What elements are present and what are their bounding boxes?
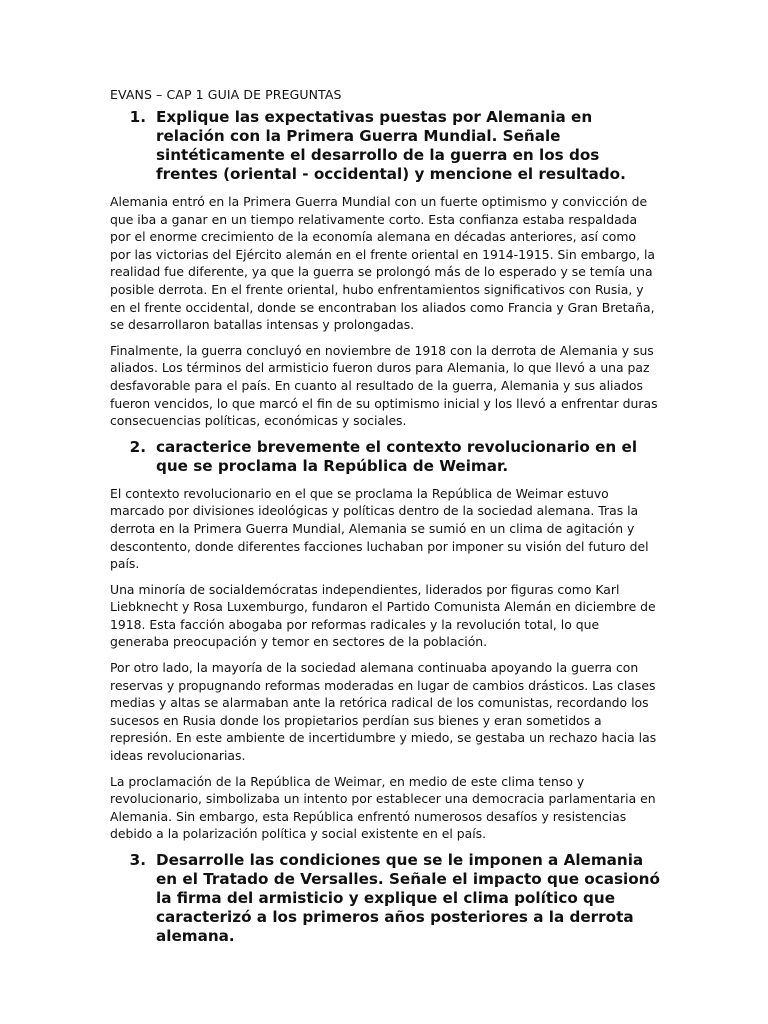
question-number: 3.	[129, 851, 146, 869]
question-3	[110, 851, 660, 946]
question-2	[110, 438, 660, 476]
question-text: Desarrolle las condiciones que se le imponen a Alemania en el Tratado de Versalles. Señale el impacto que ocasionó la firma del armisticio y explique el clima político que caracterizó a los primeros años posteriores a la derrota alemana.	[156, 851, 660, 945]
answer-paragraph: La proclamación de la República de Weimar, en medio de este clima tenso y revolucionario, simbolizaba un intento por establecer una democracia parlamentaria en Alemania. Sin embargo, esta República enfrentó numerosos desafíos y resistencias debido a la polarización política y social existente en el país.	[110, 773, 656, 842]
question-text: caracterice brevemente el contexto revolucionario en el que se proclama la República de Weimar.	[156, 437, 638, 475]
question-number: 2.	[129, 437, 146, 456]
question-1	[110, 108, 660, 184]
answer-paragraph: El contexto revolucionario en el que se proclama la República de Weimar estuvo marcado por divisiones ideológicas y políticas dentro de la sociedad alemana. Tras la derrota en la Primera Guerra Mundial, Alemania se sumió en un clima de agitación y descontento, donde diferentes facciones luchaban por imponer su visión del futuro del país.	[110, 485, 649, 572]
question-text: Explique las expectativas puestas por Alemania en relación con la Primera Guerra Mundial. Señale sintéticamente el desarrollo de la guerra en los dos frentes (oriental - occidental) y mencione el resultado.	[156, 108, 626, 183]
answer-paragraph: Alemania entró en la Primera Guerra Mundial con un fuerte optimismo y convicción de que iba a ganar en un tiempo relativamente corto. Esta confianza estaba respaldada por el enorme crecimiento de la economía alemana en décadas anteriores, así como por las victorias del Ejército alemán en el frente oriental en 1914-1915. Sin embargo, la realidad fue diferente, ya que la guerra se prolongó más de lo esperado y se temía una posible derrota. En el frente oriental, hubo enfrentamientos significativos con Rusia, y en el frente occidental, donde se encontraban los aliados como Francia y Gran Bretaña, se desarrollaron batallas intensas y prolongadas.	[110, 194, 656, 333]
answer-paragraph: Por otro lado, la mayoría de la sociedad alemana continuaba apoyando la guerra con reservas y propugnando reformas moderadas en lugar de cambios drásticos. Las clases medias y altas se alarmaban ante la retórica radical de los comunistas, recordando los sucesos en Rusia donde los propietarios perdían sus bienes y eran sometidos a represión. En este ambiente de incertidumbre y miedo, se gestaba un rechazo hacia las ideas revolucionarias.	[110, 660, 657, 764]
answer-paragraph: Finalmente, la guerra concluyó en noviembre de 1918 con la derrota de Alemania y sus aliados. Los términos del armisticio fueron duros para Alemania, lo que llevó a una paz desfavorable para el país. En cuanto al resultado de la guerra, Alemania y sus aliados fueron vencidos, lo que marcó el fin de su optimismo inicial y los llevó a enfrentar duras consecuencias políticas, económicas y sociales.	[110, 342, 658, 429]
answer-paragraph: Una minoría de socialdemócratas independientes, liderados por figuras como Karl Liebknecht y Rosa Luxemburgo, fundaron el Partido Comunista Alemán en diciembre de 1918. Esta facción abogaba por reformas radicales y la revolución total, lo que generaba preocupación y temor en sectores de la población.	[110, 581, 656, 650]
document-header: EVANS – CAP 1 GUIA DE PREGUNTAS	[110, 87, 342, 102]
document-body	[110, 86, 660, 955]
question-number: 1.	[129, 108, 146, 126]
